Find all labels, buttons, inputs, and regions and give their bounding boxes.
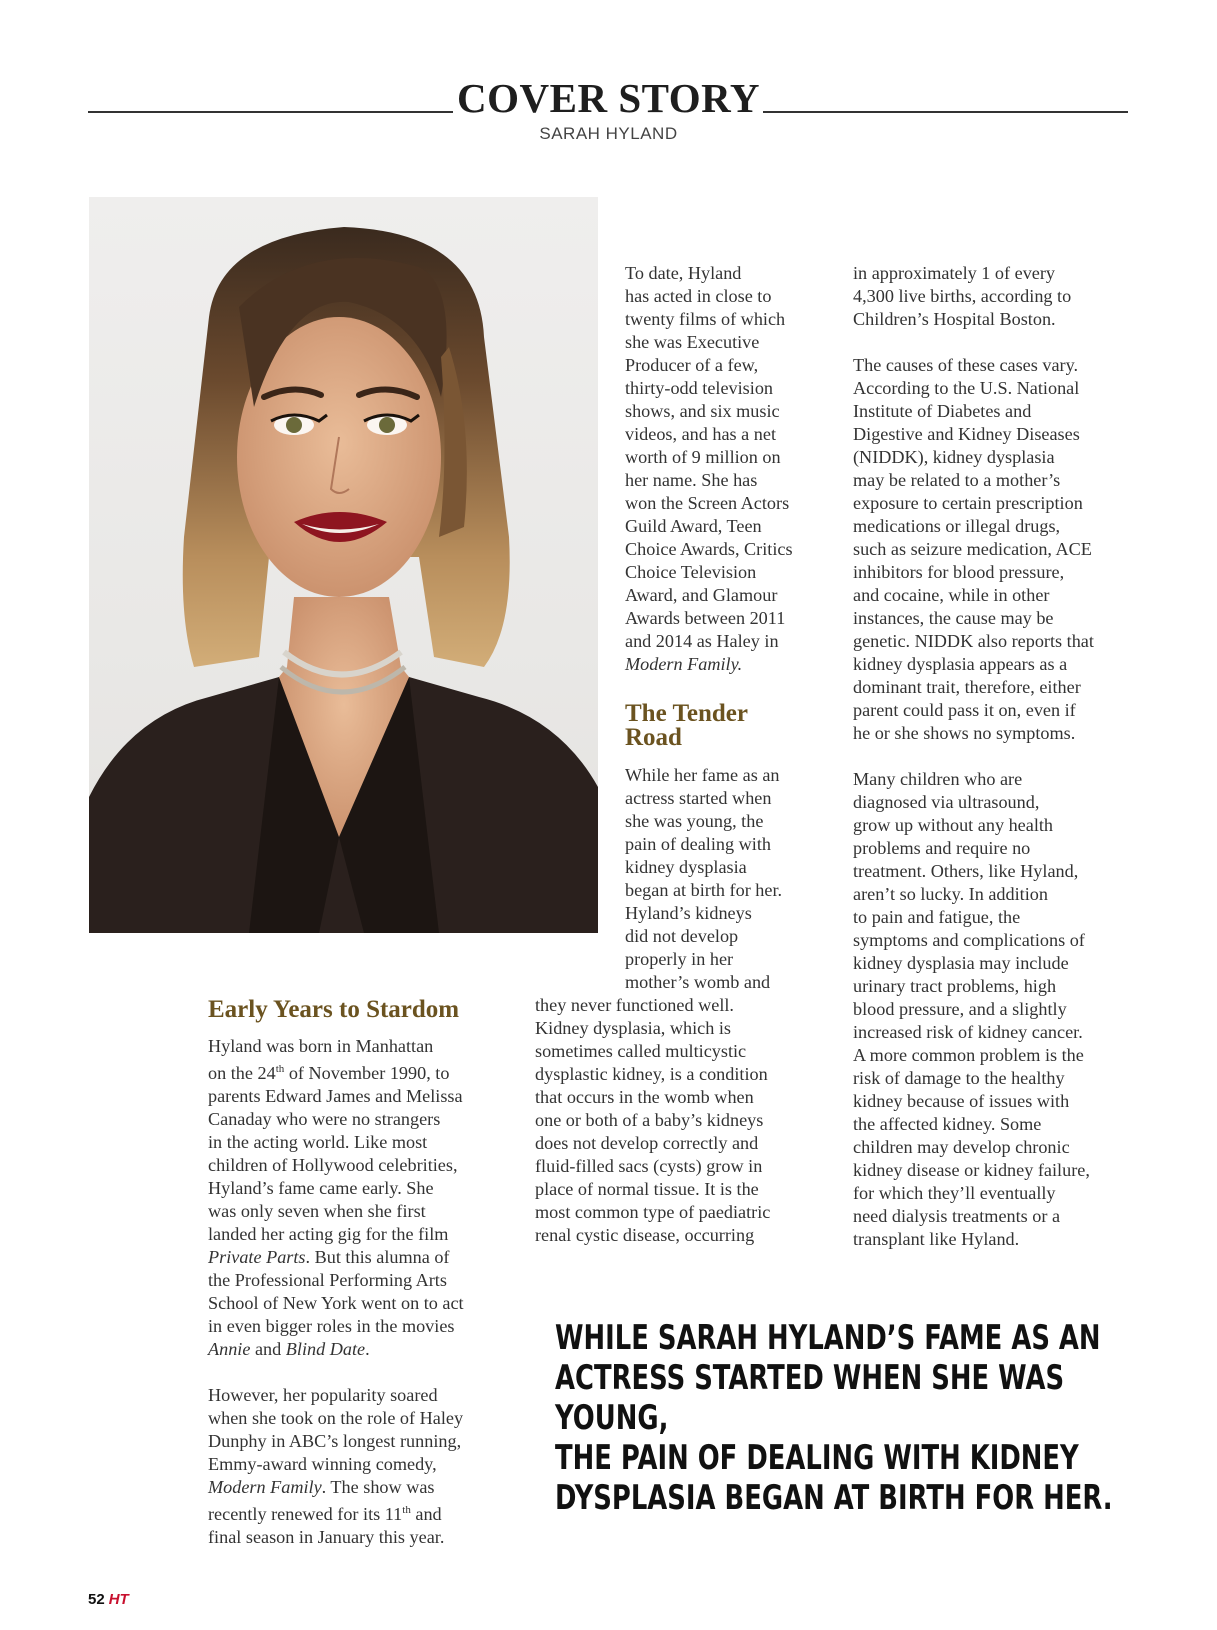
text-line: medications or illegal drugs,: [853, 516, 1061, 536]
text-line: recently renewed for its 11th and: [208, 1504, 442, 1525]
early-years-heading: Early Years to Stardom: [208, 996, 460, 1023]
text-line: mother’s womb and: [625, 972, 771, 992]
text-line: the Professional Performing Arts: [208, 1270, 447, 1291]
column-mid-top: [625, 262, 825, 676]
portrait-photo: [89, 197, 598, 933]
text-line: place of normal tissue. It is the: [535, 1179, 759, 1199]
text-line: Choice Awards, Critics: [625, 539, 793, 559]
portrait-illustration: [89, 197, 598, 933]
tender-road-wide: [535, 994, 825, 1247]
text-line: for which they’ll eventually: [853, 1183, 1056, 1203]
pull-quote-line: DYSPLASIA BEGAN AT BIRTH FOR HER.: [555, 1478, 1113, 1518]
text-line: and cocaine, while in other: [853, 585, 1050, 605]
text-line: the affected kidney. Some: [853, 1114, 1042, 1134]
text-line: Hyland’s fame came early. She: [208, 1178, 434, 1199]
text-line: increased risk of kidney cancer.: [853, 1022, 1083, 1042]
text-line: such as seizure medication, ACE: [853, 539, 1092, 559]
text-line: genetic. NIDDK also reports that: [853, 631, 1094, 651]
text-line: To date, Hyland: [625, 263, 742, 283]
text-line: kidney because of issues with: [853, 1091, 1070, 1111]
text-line: renal cystic disease, occurring: [535, 1225, 755, 1245]
text-line: Emmy-award winning comedy,: [208, 1454, 437, 1475]
text-line: children of Hollywood celebrities,: [208, 1155, 458, 1176]
pull-quote-line: THE PAIN OF DEALING WITH KIDNEY: [555, 1438, 1079, 1478]
text-line: pain of dealing with: [625, 834, 771, 854]
text-line: that occurs in the womb when: [535, 1087, 754, 1107]
text-line: Award, and Glamour: [625, 585, 778, 605]
text-line: exposure to certain prescription: [853, 493, 1083, 513]
text-line: final season in January this year.: [208, 1527, 445, 1548]
text-line: thirty-odd television: [625, 378, 774, 398]
text-line: grow up without any health: [853, 815, 1054, 835]
pull-quote-line: ACTRESS STARTED WHEN SHE WAS YOUNG,: [555, 1358, 1065, 1438]
pull-quote: [555, 1318, 1148, 1518]
heading-line: The Tender: [625, 700, 748, 727]
text-line: Children’s Hospital Boston.: [853, 309, 1056, 329]
text-line: However, her popularity soared: [208, 1385, 438, 1406]
text-line: in approximately 1 of every: [853, 263, 1056, 283]
heading-line: Road: [625, 724, 682, 751]
text-line: one or both of a baby’s kidneys: [535, 1110, 764, 1130]
text-line: need dialysis treatments or a: [853, 1206, 1061, 1226]
text-line: kidney disease or kidney failure,: [853, 1160, 1090, 1180]
text-line: children may develop chronic: [853, 1137, 1070, 1157]
text-line: to pain and fatigue, the: [853, 907, 1021, 927]
text-line: was only seven when she first: [208, 1201, 426, 1222]
text-line: sometimes called multicystic: [535, 1041, 747, 1061]
text-line: parents Edward James and Melissa: [208, 1086, 463, 1107]
text-line: Digestive and Kidney Diseases: [853, 424, 1080, 444]
text-line: A more common problem is the: [853, 1045, 1084, 1065]
text-line: won the Screen Actors: [625, 493, 790, 513]
text-line: her name. She has: [625, 470, 758, 490]
text-line: Many children who are: [853, 769, 1023, 789]
text-line: urinary tract problems, high: [853, 976, 1057, 996]
text-line: when she took on the role of Haley: [208, 1408, 464, 1429]
text-line: most common type of paediatric: [535, 1202, 771, 1222]
text-line: in even bigger roles in the movies: [208, 1316, 455, 1337]
text-line: Producer of a few,: [625, 355, 759, 375]
text-line: transplant like Hyland.: [853, 1229, 1020, 1249]
column-right: [853, 262, 1138, 1251]
pull-quote-line: WHILE SARAH HYLAND’S FAME AS AN: [555, 1318, 1101, 1358]
text-line: Awards between 2011: [625, 608, 786, 628]
text-line: Kidney dysplasia, which is: [535, 1018, 731, 1038]
text-line: According to the U.S. National: [853, 378, 1080, 398]
magazine-brand: HT: [108, 1591, 129, 1608]
text-line: began at birth for her.: [625, 880, 783, 900]
text-line: Institute of Diabetes and: [853, 401, 1032, 421]
text-line: does not develop correctly and: [535, 1133, 759, 1153]
text-line: diagnosed via ultrasound,: [853, 792, 1040, 812]
text-line: he or she shows no symptoms.: [853, 723, 1076, 743]
text-line: she was Executive: [625, 332, 760, 352]
text-line: inhibitors for blood pressure,: [853, 562, 1065, 582]
tender-road-heading: [625, 702, 748, 750]
text-line: Canaday who were no strangers: [208, 1109, 441, 1130]
text-line: parent could pass it on, even if: [853, 700, 1076, 720]
text-line: Modern Family.: [625, 654, 743, 674]
text-line: fluid-filled sacs (cysts) grow in: [535, 1156, 763, 1176]
text-line: Guild Award, Teen: [625, 516, 762, 536]
page-folio: [88, 1591, 129, 1608]
text-line: and 2014 as Haley in: [625, 631, 779, 651]
text-line: videos, and has a net: [625, 424, 777, 444]
article-subject: SARAH HYLAND: [539, 124, 678, 143]
tender-road-narrow: [625, 764, 825, 994]
text-line: actress started when: [625, 788, 772, 808]
text-line: (NIDDK), kidney dysplasia: [853, 447, 1055, 467]
text-line: she was young, the: [625, 811, 764, 831]
text-line: risk of damage to the healthy: [853, 1068, 1065, 1088]
text-line: Annie and Blind Date.: [208, 1339, 370, 1360]
text-line: on the 24th of November 1990, to: [208, 1063, 450, 1084]
text-line: twenty films of which: [625, 309, 786, 329]
text-line: they never functioned well.: [535, 995, 734, 1015]
text-line: Hyland’s kidneys: [625, 903, 752, 923]
text-line: Modern Family. The show was: [208, 1477, 435, 1498]
text-line: problems and require no: [853, 838, 1031, 858]
section-title: COVER STORY: [457, 75, 760, 121]
early-years-body: [208, 1035, 508, 1549]
text-line: Dunphy in ABC’s longest running,: [208, 1431, 462, 1452]
text-line: The causes of these cases vary.: [853, 355, 1079, 375]
text-line: School of New York went on to act: [208, 1293, 464, 1314]
text-line: 4,300 live births, according to: [853, 286, 1072, 306]
text-line: dysplastic kidney, is a condition: [535, 1064, 768, 1084]
text-line: aren’t so lucky. In addition: [853, 884, 1048, 904]
text-line: did not develop: [625, 926, 739, 946]
text-line: Hyland was born in Manhattan: [208, 1036, 434, 1056]
text-line: in the acting world. Like most: [208, 1132, 428, 1153]
text-line: While her fame as an: [625, 765, 780, 785]
text-line: Private Parts. But this alumna of: [208, 1247, 450, 1268]
text-line: may be related to a mother’s: [853, 470, 1061, 490]
text-line: blood pressure, and a slightly: [853, 999, 1067, 1019]
text-line: kidney dysplasia appears as a: [853, 654, 1068, 674]
text-line: kidney dysplasia: [625, 857, 747, 877]
text-line: symptoms and complications of: [853, 930, 1085, 950]
text-line: Choice Television: [625, 562, 757, 582]
text-line: landed her acting gig for the film: [208, 1224, 449, 1245]
text-line: instances, the cause may be: [853, 608, 1054, 628]
text-line: worth of 9 million on: [625, 447, 781, 467]
text-line: treatment. Others, like Hyland,: [853, 861, 1079, 881]
text-line: has acted in close to: [625, 286, 772, 306]
text-line: properly in her: [625, 949, 734, 969]
text-line: shows, and six music: [625, 401, 780, 421]
text-line: kidney dysplasia may include: [853, 953, 1069, 973]
page-number: 52: [88, 1591, 105, 1608]
text-line: dominant trait, therefore, either: [853, 677, 1081, 697]
